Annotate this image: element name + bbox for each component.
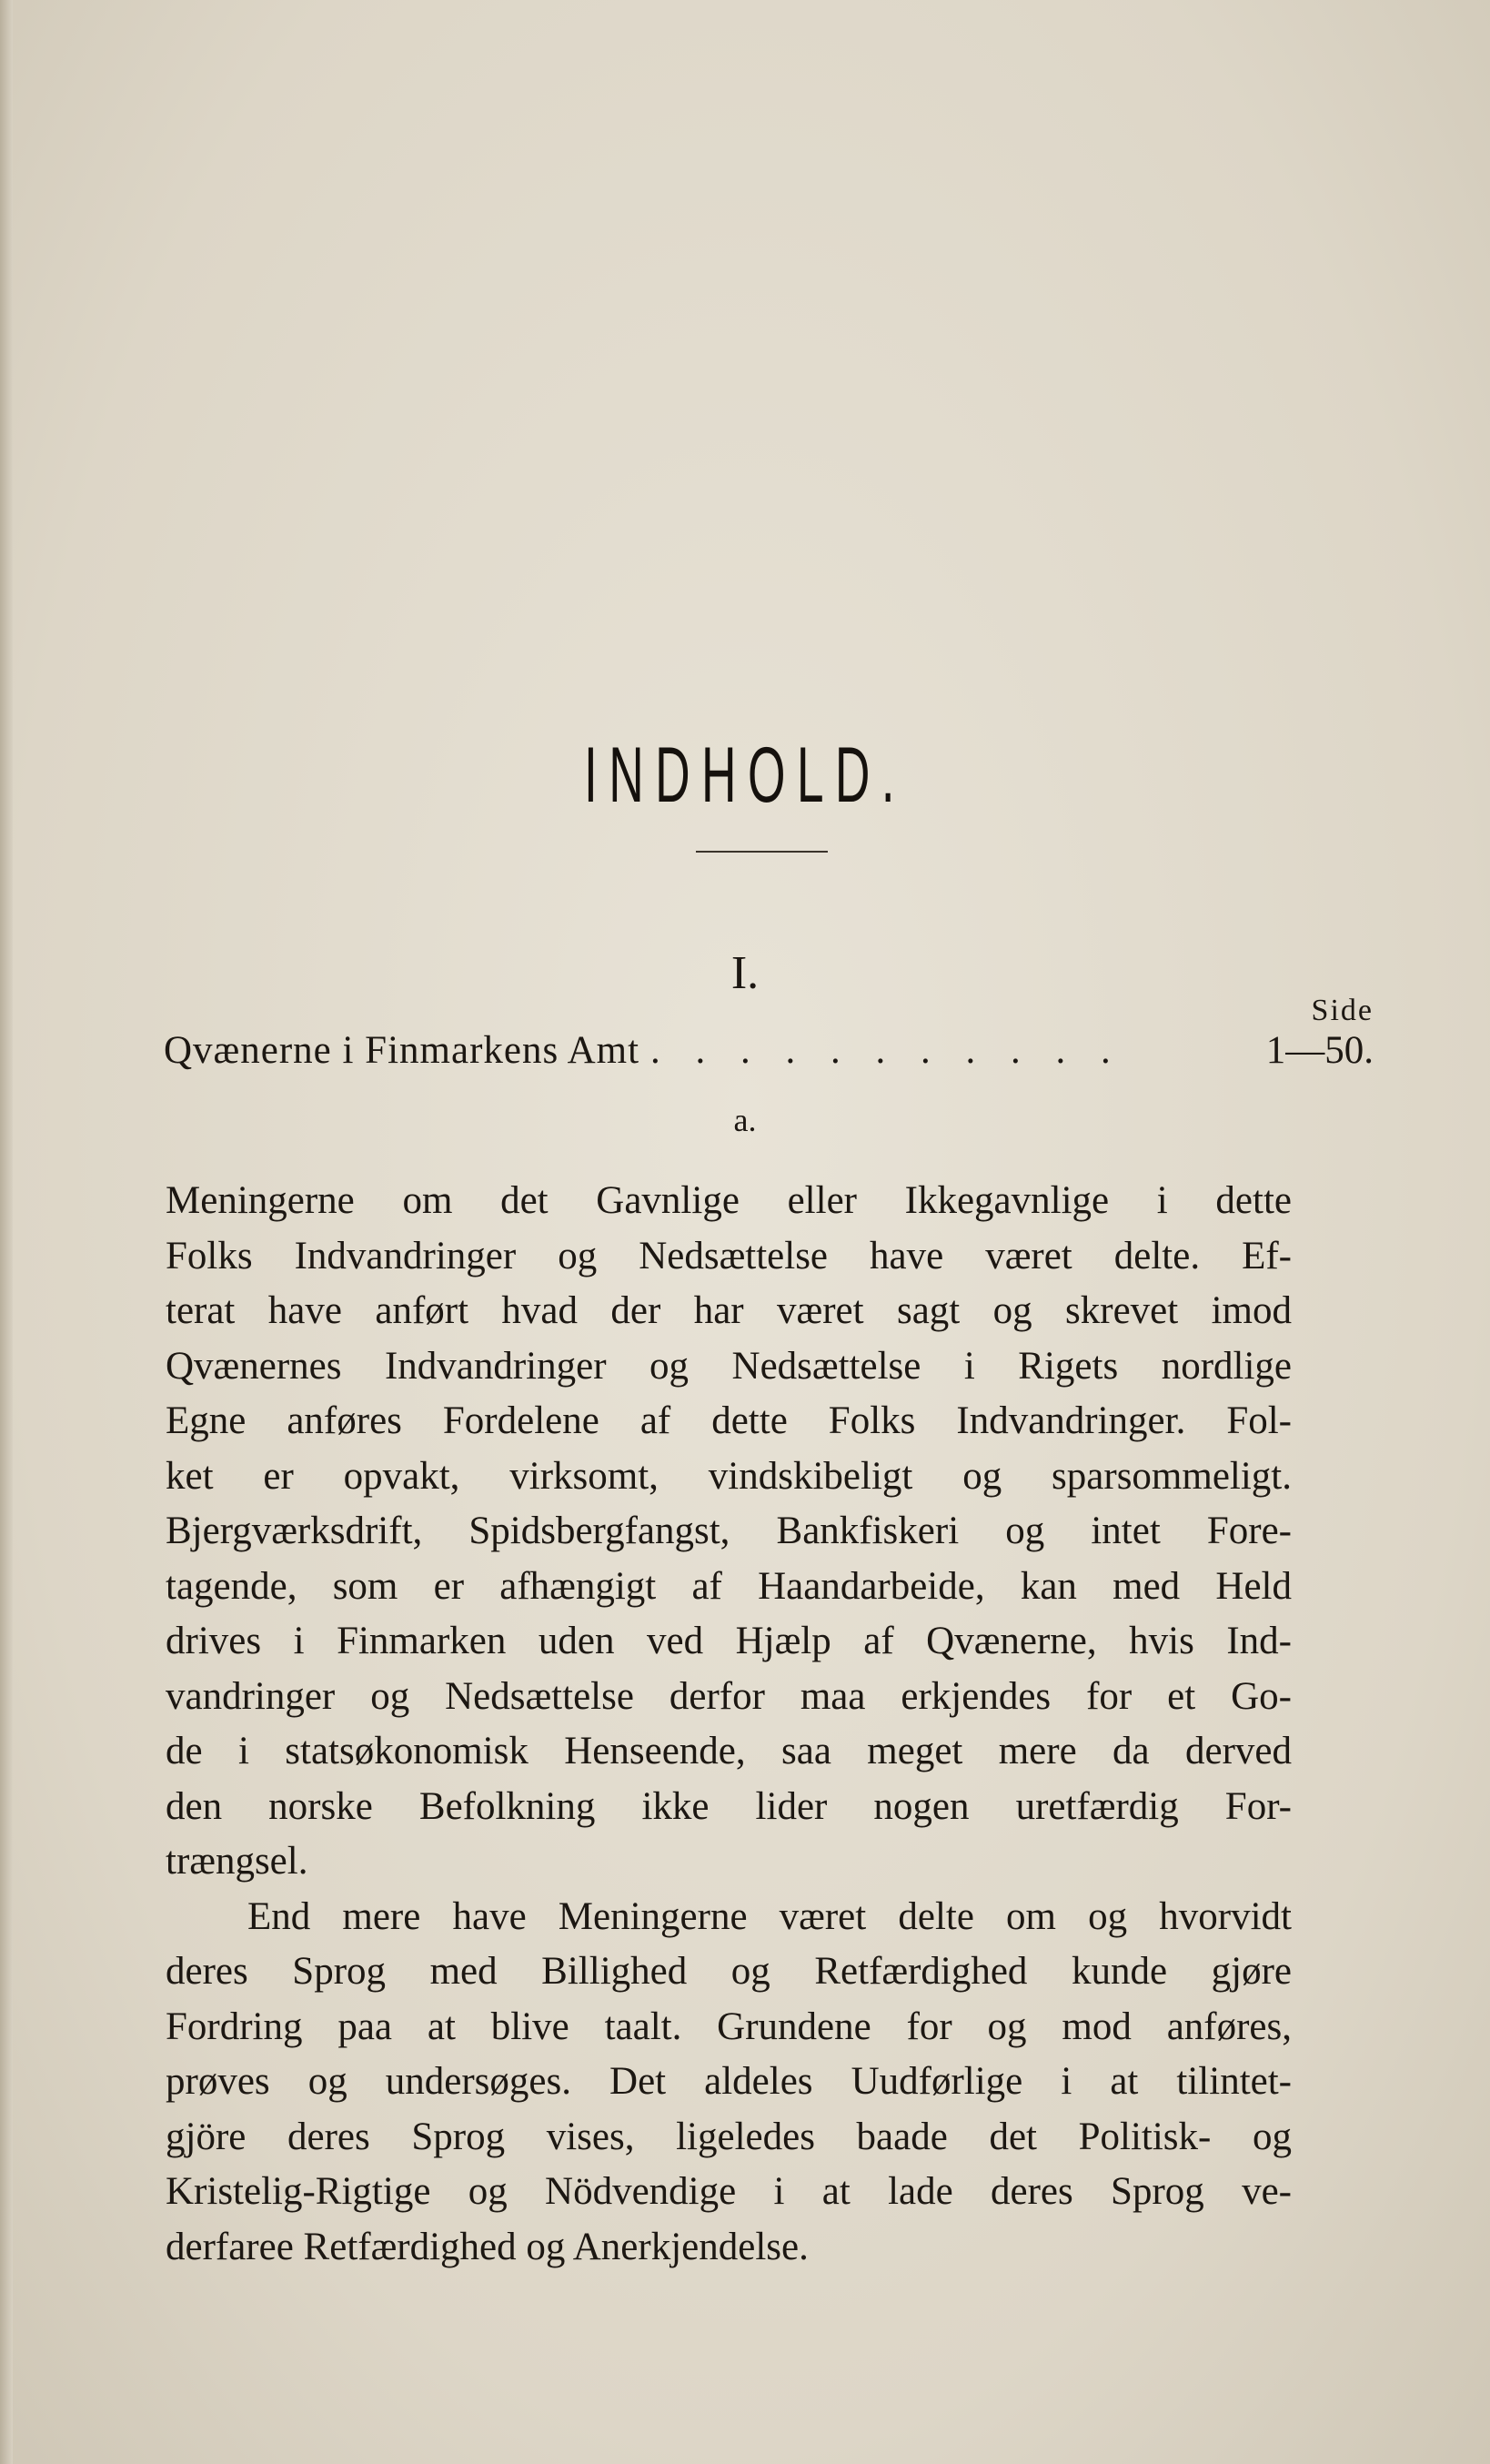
text-line: tagende, som er afhængigt af Haandarbeide, kan med Held [166, 1564, 1292, 1608]
text-line: terat have anført hvad der har været sagt og skrevet imod [166, 1289, 1292, 1332]
text-line: drives i Finmarken uden ved Hjælp af Qvænerne, hvis Ind- [166, 1620, 1292, 1662]
text-line: Kristelig-Rigtige og Nödvendige i at lade deres Sprog ve- [166, 2170, 1292, 2213]
text-line: prøves og undersøges. Det aldeles Uudførlige i at tilintet- [166, 2060, 1292, 2103]
page-title: INDHOLD. [584, 731, 906, 819]
text-line: End mere have Meningerne været delte om og hvorvidt [247, 1894, 1292, 1938]
text-line: Qvænernes Indvandringer og Nedsættelse i Rigets nordlige [166, 1344, 1292, 1388]
text-line: vandringer og Nedsættelse derfor maa erkjendes for et Go- [166, 1674, 1292, 1718]
text-line: den norske Befolkning ikke lider nogen uretfærdig For- [166, 1784, 1292, 1828]
text-line: Egne anføres Fordelene af dette Folks Indvandringer. Fol- [166, 1399, 1292, 1442]
text-line: ket er opvakt, virksomt, vindskibeligt og sparsommeligt. [166, 1454, 1292, 1498]
text-line: deres Sprog med Billighed og Retfærdighed kunde gjøre [166, 1950, 1292, 1993]
toc-entry[interactable] [164, 1028, 1374, 1092]
page-edge [0, 0, 13, 2464]
page-column-heading: Side [1311, 994, 1374, 1027]
section-number: I. [730, 947, 760, 999]
text-line: de i statsøkonomisk Henseende, saa meget mere da derved [166, 1730, 1292, 1772]
toc-leader-dots: . . . . . . . . . . . [650, 1029, 1123, 1072]
text-line: derfaree Retfærdighed og Anerkjendelse. [166, 2225, 809, 2268]
summary-text [166, 1174, 1292, 2275]
text-line: Fordring paa at blive taalt. Grundene for og mod anføres, [166, 2005, 1292, 2048]
title-rule [696, 851, 828, 853]
text-line: Meningerne om det Gavnlige eller Ikkegavnlige i dette [166, 1179, 1292, 1222]
subsection-label: a. [733, 1102, 757, 1138]
text-line: gjöre deres Sprog vises, ligeledes baade det Politisk- og [166, 2115, 1292, 2158]
toc-entry-title: Qvænerne i Finmarkens Amt [164, 1029, 640, 1072]
paragraph-1 [166, 1174, 1292, 1890]
paragraph-2 [166, 1890, 1292, 2276]
text-line: trængsel. [166, 1840, 308, 1883]
text-line: Folks Indvandringer og Nedsættelse have været delte. Ef- [166, 1234, 1292, 1277]
toc-entry-pages: 1—50. [1265, 1029, 1374, 1072]
text-line: Bjergværksdrift, Spidsbergfangst, Bankfiskeri og intet Fore- [166, 1510, 1292, 1552]
